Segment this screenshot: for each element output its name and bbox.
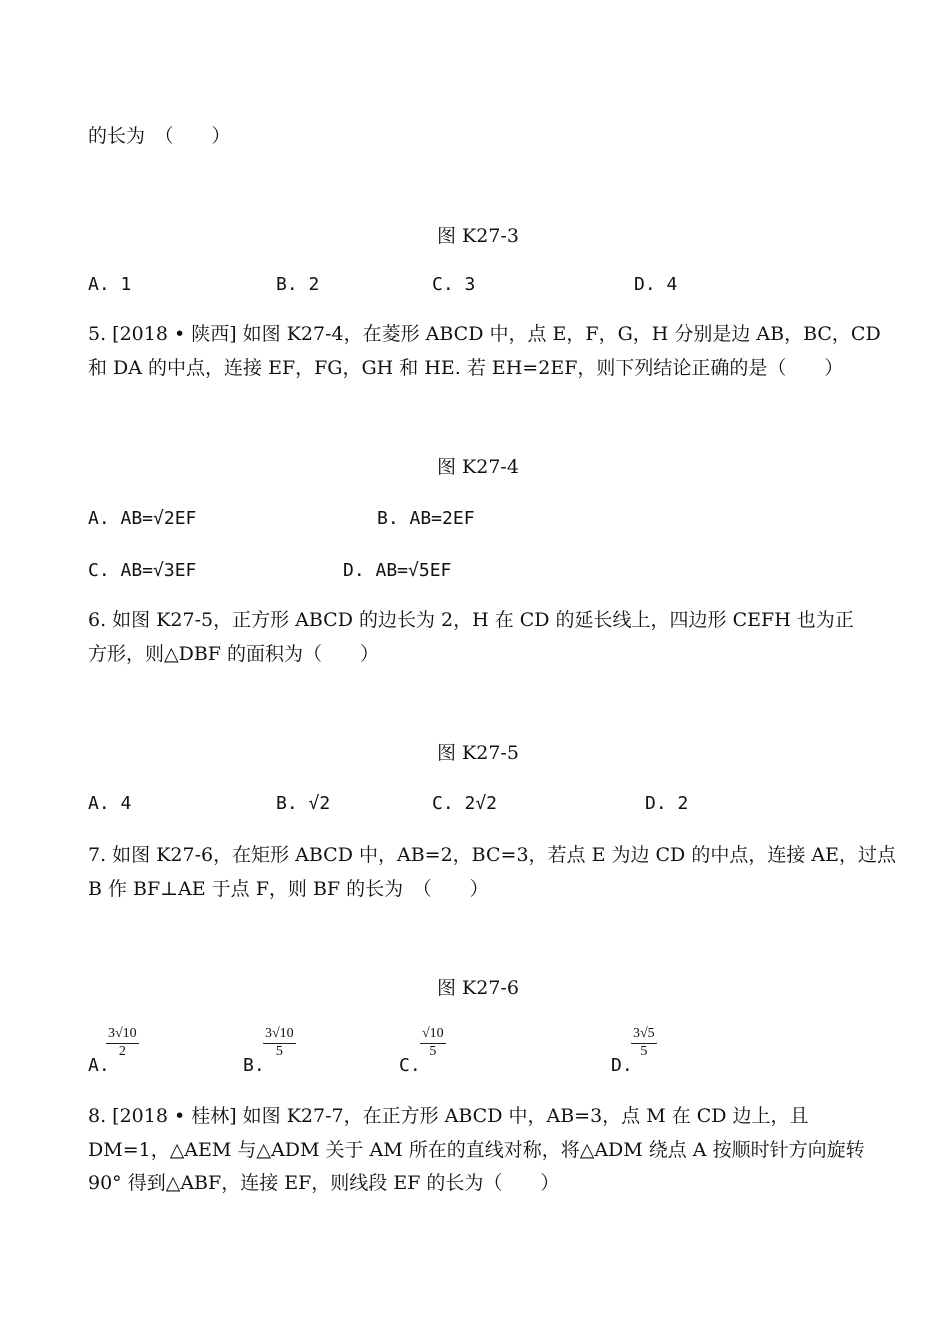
q7-option-b-numerator: 3√10	[263, 1026, 296, 1044]
q7-option-b-denominator: 5	[275, 1044, 283, 1059]
q8-stem-line1: 8. [2018 • 桂林] 如图 K27-7，在正方形 ABCD 中，AB=3，点 M 在 CD 边上，且	[88, 1105, 809, 1127]
q7-option-d-denominator: 5	[640, 1044, 648, 1059]
q7-option-d-fraction	[631, 1026, 657, 1060]
q5-option-d: D. AB=√5EF	[343, 560, 452, 581]
q5-option-c: C. AB=√3EF	[88, 560, 197, 581]
q6-option-b: B. √2	[276, 793, 331, 814]
q7-option-d-numerator: 3√5	[631, 1026, 657, 1044]
q7-stem-line1: 7. 如图 K27-6，在矩形 ABCD 中，AB=2，BC=3，若点 E 为边 CD 的中点，连接 AE，过点	[88, 844, 896, 866]
q5-option-b: B. AB=2EF	[377, 508, 475, 529]
q4-option-c: C. 3	[432, 274, 476, 295]
figure-caption-k27-5: 图 K27-5	[437, 742, 519, 764]
figure-caption-k27-4: 图 K27-4	[437, 456, 519, 478]
q6-option-a: A. 4	[88, 793, 132, 814]
q6-stem-line1: 6. 如图 K27-5，正方形 ABCD 的边长为 2，H 在 CD 的延长线上，四边形 CEFH 也为正	[88, 609, 854, 631]
q7-option-a-fraction	[106, 1026, 139, 1060]
q7-option-a-numerator: 3√10	[106, 1026, 139, 1044]
q7-option-b-label: B.	[243, 1055, 265, 1076]
figure-caption-k27-6: 图 K27-6	[437, 977, 519, 999]
q7-stem-line2: B 作 BF⊥AE 于点 F，则 BF 的长为 （ ）	[88, 878, 489, 900]
q7-option-b-fraction	[263, 1026, 296, 1060]
q7-option-c-numerator: √10	[420, 1026, 446, 1044]
q7-option-a-denominator: 2	[118, 1044, 126, 1059]
q8-stem-line2: DM=1，△AEM 与△ADM 关于 AM 所在的直线对称，将△ADM 绕点 A 按顺时针方向旋转	[88, 1139, 865, 1161]
q4-option-a: A. 1	[88, 274, 132, 295]
q7-option-a-label: A.	[88, 1055, 110, 1076]
q5-option-a: A. AB=√2EF	[88, 508, 197, 529]
question-fragment-top: 的长为 （ ）	[88, 125, 231, 147]
q7-option-c-denominator: 5	[429, 1044, 437, 1059]
q7-option-c-label: C.	[399, 1055, 421, 1076]
figure-caption-k27-3: 图 K27-3	[437, 225, 519, 247]
q6-stem-line2: 方形，则△DBF 的面积为（ ）	[88, 643, 380, 665]
q4-option-b: B. 2	[276, 274, 320, 295]
q8-stem-line3: 90° 得到△ABF，连接 EF，则线段 EF 的长为（ ）	[88, 1172, 560, 1194]
q4-option-d: D. 4	[634, 274, 678, 295]
q5-stem-line2: 和 DA 的中点，连接 EF，FG，GH 和 HE. 若 EH=2EF，则下列结论正确的是（ ）	[88, 357, 844, 379]
q6-option-d: D. 2	[645, 793, 689, 814]
q7-option-c-fraction	[420, 1026, 446, 1060]
q6-option-c: C. 2√2	[432, 793, 498, 814]
q7-option-d-label: D.	[611, 1055, 633, 1076]
q5-stem-line1: 5. [2018 • 陕西] 如图 K27-4，在菱形 ABCD 中，点 E，F，G，H 分别是边 AB，BC，CD	[88, 323, 881, 345]
